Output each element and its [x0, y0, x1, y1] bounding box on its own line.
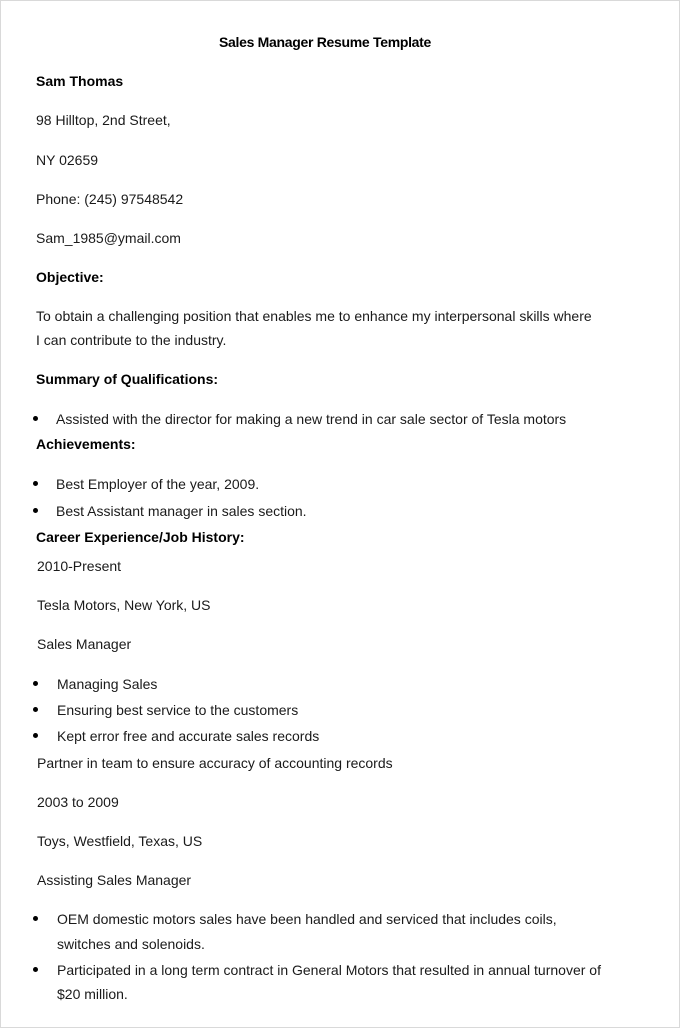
job-duty: Ensuring best service to the customers — [57, 702, 299, 718]
document-title: Sales Manager Resume Template — [219, 34, 432, 50]
bullet-icon — [33, 416, 38, 421]
job-dates: 2003 to 2009 — [37, 794, 119, 810]
career-heading: Career Experience/Job History: — [36, 529, 245, 545]
objective-text-line-2: I can contribute to the industry. — [36, 332, 227, 348]
job-duty: Managing Sales — [57, 676, 158, 692]
bullet-icon — [33, 733, 38, 738]
achievement-item: Best Assistant manager in sales section. — [56, 503, 307, 519]
qualifications-heading: Summary of Qualifications: — [36, 371, 219, 387]
address-line-1: 98 Hilltop, 2nd Street, — [36, 112, 171, 128]
qualification-item: Assisted with the director for making a new trend in car sale sector of Tesla motors — [56, 411, 567, 427]
bullet-icon — [33, 916, 38, 921]
job-note: Partner in team to ensure accuracy of accounting records — [37, 755, 393, 771]
job-duty-line-1: Participated in a long term contract in General Motors that resulted in annual turnover of — [57, 962, 601, 978]
address-line-2: NY 02659 — [36, 152, 99, 168]
job-dates: 2010-Present — [37, 558, 122, 574]
phone-number: Phone: (245) 97548542 — [36, 191, 184, 207]
bullet-icon — [33, 481, 38, 486]
candidate-name: Sam Thomas — [36, 73, 124, 89]
objective-text-line-1: To obtain a challenging position that enables me to enhance my interpersonal skills where — [36, 308, 592, 324]
bullet-icon — [33, 707, 38, 712]
bullet-icon — [33, 681, 38, 686]
job-duty-line-2: switches and solenoids. — [57, 936, 205, 952]
job-duty-line-2: $20 million. — [57, 986, 128, 1002]
achievements-heading: Achievements: — [36, 436, 136, 452]
job-duty-line-1: OEM domestic motors sales have been handled and serviced that includes coils, — [57, 911, 557, 927]
job-duty: Kept error free and accurate sales records — [57, 728, 320, 744]
job-company: Tesla Motors, New York, US — [37, 597, 211, 613]
job-company: Toys, Westfield, Texas, US — [37, 833, 203, 849]
email-address: Sam_1985@ymail.com — [36, 230, 181, 246]
objective-heading: Objective: — [36, 269, 104, 285]
achievement-item: Best Employer of the year, 2009. — [56, 476, 260, 492]
job-role: Sales Manager — [37, 636, 132, 652]
bullet-icon — [33, 508, 38, 513]
job-role: Assisting Sales Manager — [37, 872, 192, 888]
bullet-icon — [33, 967, 38, 972]
